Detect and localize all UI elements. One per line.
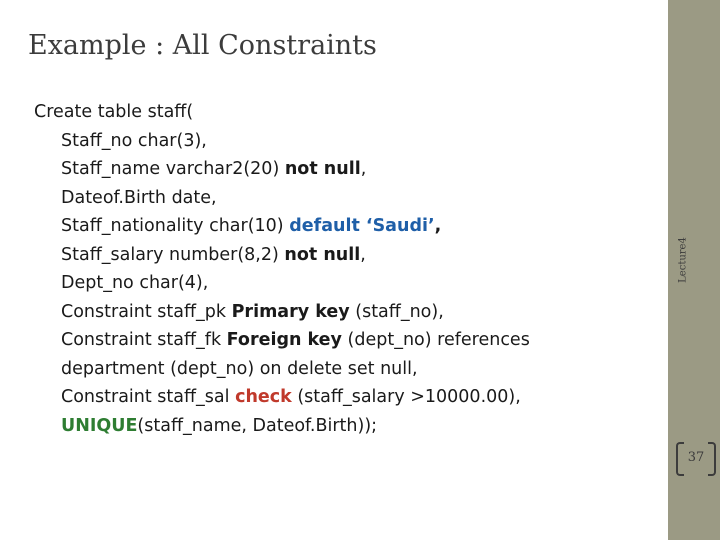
code-line: Create table staff( (34, 102, 194, 122)
keyword-foreign-key: Foreign key (226, 330, 342, 350)
code-line: UNIQUE(staff_name, Dateof.Birth)); (61, 415, 378, 436)
page-number: 37 (687, 450, 705, 465)
keyword-primary-key: Primary key (231, 301, 350, 322)
right-bracket-icon (708, 442, 716, 476)
code-line: Staff_no char(3), (61, 130, 207, 151)
keyword-check: check (235, 387, 292, 407)
keyword-unique: UNIQUE (61, 415, 138, 436)
code-line: Staff_salary number(8,2) not null, (61, 244, 366, 265)
keyword-not-null: not null (284, 159, 361, 179)
code-line: Constraint staff_sal check (staff_salary >10000.00), (61, 387, 521, 407)
code-line: Staff_name varchar2(20) not null, (61, 159, 367, 179)
keyword-default: default ‘Saudi’ (289, 216, 435, 236)
code-line: Staff_nationality char(10) default ‘Saudi’, (61, 216, 442, 236)
slide-title: Example : All Constraints (28, 30, 377, 61)
code-line: Dept_no char(4), (61, 273, 209, 293)
lecture-label-text: Lecture4 (677, 237, 689, 283)
code-line: Dateof.Birth date, (61, 187, 217, 208)
code-line: Constraint staff_fk Foreign key (dept_no) references (61, 330, 530, 350)
code-line: department (dept_no) on delete set null, (61, 358, 418, 379)
page-number-badge (676, 442, 716, 476)
sql-code-block (34, 98, 654, 440)
code-line: Constraint staff_pk Primary key (staff_no), (61, 301, 444, 322)
keyword-not-null: not null (284, 244, 361, 265)
lecture-label (668, 160, 698, 360)
